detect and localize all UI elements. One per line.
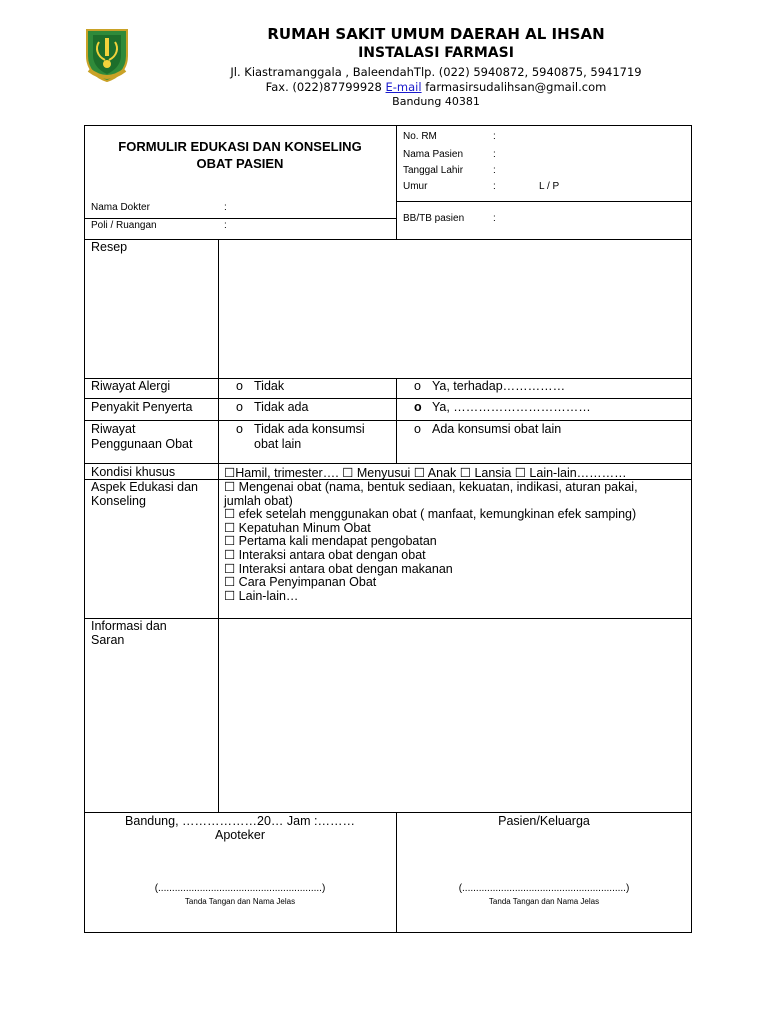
nama-dokter-colon: : [224,202,227,213]
no-rm-colon: : [493,131,496,142]
aspek-list [224,481,638,603]
signature-blank-left[interactable]: (...........................................................) [154,883,326,894]
aspek-item[interactable]: ☐ Cara Penyimpanan Obat [224,575,377,590]
penggunaan-label-1: Riwayat [91,422,136,436]
bbtb-colon: : [493,213,496,224]
aspek-item[interactable]: ☐ Mengenai obat (nama, bentuk sediaan, kekuatan, indikasi, aturan pakai, [224,480,638,494]
alergi-bullet-2[interactable]: o [414,379,421,393]
penyerta-option-ya: Ya, …………………………… [432,400,591,414]
aspek-label-1: Aspek Edukasi dan [91,480,199,494]
aspek-item[interactable]: ☐ efek setelah menggunakan obat ( manfaat, kemungkinan efek samping) [224,507,637,522]
department-name: INSTALASI FARMASI [358,45,514,61]
penyerta-bullet-1[interactable]: o [236,400,243,414]
umur-label: Umur [403,181,428,192]
gender-field: L / P [539,181,560,192]
penggunaan-option-ada: Ada konsumsi obat lain [432,422,562,436]
aspek-item: jumlah obat) [224,493,293,508]
form-title [84,138,396,172]
penyerta-label: Penyakit Penyerta [91,400,193,414]
poli-label: Poli / Ruangan [91,220,157,231]
nama-dokter-label: Nama Dokter [91,202,150,213]
alergi-label: Riwayat Alergi [91,379,171,393]
address-line: Jl. Kiastramanggala , BaleendahTlp. (022) 5940872, 5940875, 5941719 [230,65,642,79]
penyerta-bullet-2[interactable]: o [414,400,422,414]
alergi-bullet-1[interactable]: o [236,379,243,393]
fax-text: Fax. (022)87799928 [265,80,386,94]
signature-date: Bandung, ………………20… Jam :……… [125,814,355,828]
signature-blank-right[interactable]: (...........................................................) [458,883,630,894]
aspek-item[interactable]: ☐ Interaksi antara obat dengan obat [224,547,426,562]
hospital-logo [79,26,135,82]
tanggal-lahir-colon: : [493,165,496,176]
nama-pasien-label: Nama Pasien [403,149,464,160]
aspek-item[interactable]: ☐ Pertama kali mendapat pengobatan [224,534,437,549]
alergi-option-tidak: Tidak [254,379,285,393]
hospital-name: RUMAH SAKIT UMUM DAERAH AL IHSAN [267,25,605,43]
aspek-item[interactable]: ☐ Kepatuhan Minum Obat [224,520,371,535]
kondisi-options[interactable]: ☐Hamil, trimester…. ☐ Menyusui ☐ Anak ☐ Lansia ☐ Lain-lain………… [224,466,627,480]
no-rm-label: No. RM [403,131,437,142]
penyerta-option-tidak: Tidak ada [254,400,309,414]
penggunaan-option-tidak-1: Tidak ada konsumsi [254,422,365,436]
penggunaan-label-2: Penggunaan Obat [91,437,193,451]
tanggal-lahir-label: Tanggal Lahir [403,165,464,176]
informasi-label-2: Saran [91,633,125,647]
signature-role-pasien: Pasien/Keluarga [498,814,590,828]
umur-colon: : [493,181,496,192]
email-text: farmasirsudalihsan@gmail.com [421,80,607,94]
bbtb-label: BB/TB pasien [403,213,465,224]
penggunaan-bullet-1[interactable]: o [236,422,243,436]
email-link[interactable]: E-mail [385,80,422,94]
poli-colon: : [224,220,227,231]
aspek-label-2: Konseling [91,494,146,508]
signature-role-apoteker: Apoteker [214,828,266,842]
informasi-label-1: Informasi dan [91,619,167,633]
city-line: Bandung 40381 [392,95,480,108]
penggunaan-option-tidak-2: obat lain [254,437,302,451]
signature-caption-right: Tanda Tangan dan Nama Jelas [488,897,600,906]
aspek-item[interactable]: ☐ Lain-lain… [224,588,299,603]
contact-line [160,80,712,94]
form-title-line2: OBAT PASIEN [196,156,284,171]
nama-pasien-colon: : [493,149,496,160]
aspek-item[interactable]: ☐ Interaksi antara obat dengan makanan [224,561,453,576]
signature-caption-left: Tanda Tangan dan Nama Jelas [184,897,296,906]
penggunaan-bullet-2[interactable]: o [414,422,421,436]
kondisi-label: Kondisi khusus [91,465,176,479]
form-title-line1: FORMULIR EDUKASI DAN KONSELING [118,139,362,154]
resep-label: Resep [91,240,128,254]
alergi-option-ya: Ya, terhadap…………… [432,379,566,393]
